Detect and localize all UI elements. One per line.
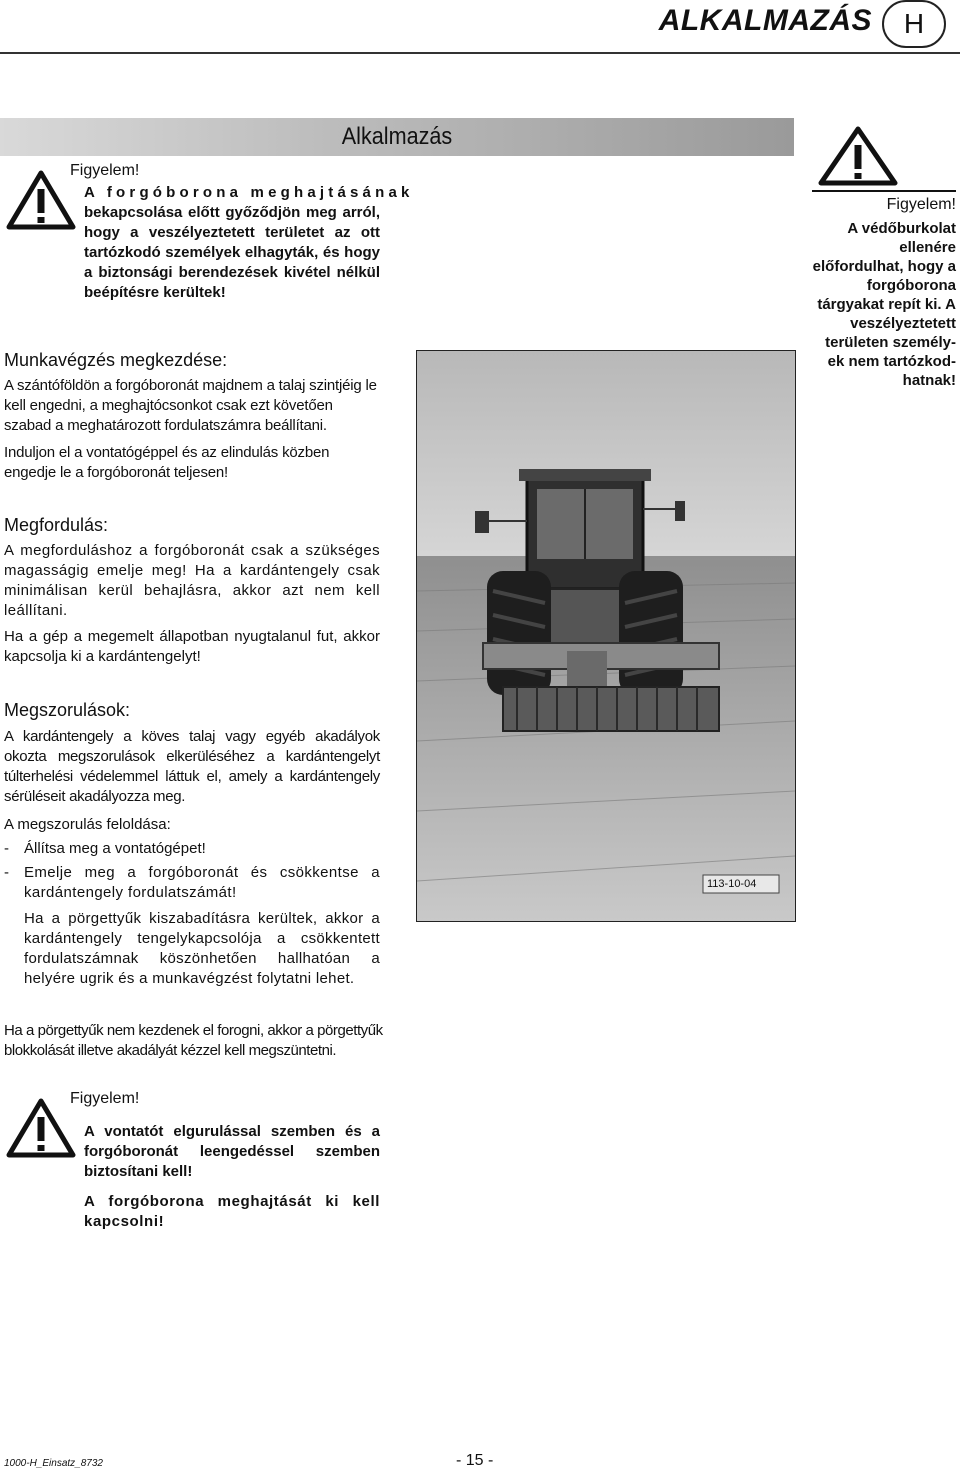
footer-doc-id: 1000-H_Einsatz_8732 (4, 1458, 103, 1469)
warning-triangle-icon (6, 1098, 76, 1158)
language-badge: H (882, 0, 946, 48)
tractor-photo (416, 350, 796, 922)
munkavegzes-p1: A szántóföldön a forgóboronát majdnem a talaj szintjéig le kell engedni, a meghajtócsonkot csak ezt követően szabad a meghatározott fordulatszámra beállítani. (4, 377, 377, 434)
warning3-label: Figyelem! (70, 1090, 140, 1107)
bullet-dash: - (4, 864, 9, 881)
munkavegzes-p2: Induljon el a vontatógéppel és az elindulás közben engedje le a forgóboronát teljesen! (4, 444, 330, 481)
megszorulasok-p2: A megszorulás feloldása: (4, 816, 171, 833)
warning-triangle-icon (6, 170, 76, 230)
warning1-label: Figyelem! (70, 162, 140, 179)
bullet-dash: - (4, 840, 9, 857)
megszorulasok-p1: A kardántengely a köves talaj vagy egyéb akadályok okozta megszorulások elkerüléséhez a kardántengelyt túlterhelési védelemmel láttuk el, amely a kardántengely sérüléseit akadályozza meg. (4, 728, 380, 805)
photo-code: 113-10-04 (707, 878, 757, 890)
warning1-lead: A forgóborona meghajtásának (84, 184, 414, 201)
section-title: Alkalmazás (341, 123, 453, 150)
megfordulas-p1: A megforduláshoz a forgóboronát csak a szükséges magasságig emelje meg! Ha a kardántengely csak minimálisan kerül behajlásra, akkor azt nem kell leállítani. (4, 542, 380, 619)
warning-triangle-icon (818, 126, 898, 186)
header-rule (0, 52, 960, 54)
warning1-text: bekapcsolása előtt győződjön meg arról, hogy a veszélyeztetett területet az ott tartózkodó személyek elhagyták, és hogy a biztonsági berendezések kivétel nélkül beépítésre kerültek! (84, 204, 380, 301)
munkavegzes-heading: Munkavégzés megkezdése: (4, 350, 228, 370)
warning-right-label: Figyelem! (886, 196, 956, 213)
footer-page-number: - 15 - (456, 1452, 494, 1469)
megfordulas-heading: Megfordulás: (4, 515, 109, 535)
warning3-p2: A forgóborona meghajtását ki kell kapcsolni! (84, 1193, 380, 1230)
megszorulasok-item1: Állítsa meg a vontatógépet! (24, 840, 206, 857)
megszorulasok-heading: Megszorulások: (4, 700, 131, 720)
warning-right-text: A védőburkolat ellenére előfordulhat, hogy a forgóborona tárgyakat repít ki. A veszélyeztetett területen személy- ek nem tartózkod- hatnak! (812, 220, 956, 389)
megfordulas-p2: Ha a gép a megemelt állapotban nyugtalanul fut, akkor kapcsolja ki a kardántengelyt! (4, 628, 380, 665)
megszorulasok-p3: Ha a pörgettyűk kiszabadításra kerültek, akkor a kardántengely tengelykapcsolója a csökkentett fordulatszámnak köszönhetően hallhatóan a helyére ugrik és a munkavégzést folytatni lehet. (24, 910, 380, 987)
megszorulasok-item2: Emelje meg a forgóboronát és csökkentse a kardántengely fordulatszámát! (24, 864, 380, 901)
warning3-p1: A vontatót elgurulással szemben és a forgóboronát leengedéssel szemben biztosítani kell! (84, 1123, 380, 1180)
warning-rule (812, 190, 956, 192)
tractor-illustration (417, 351, 795, 921)
megszorulasok-p4: Ha a pörgettyűk nem kezdenek el forogni, akkor a pörgettyűk blokkolását illetve akadályát kézzel kell megszüntetni. (4, 1022, 383, 1059)
header-title: ALKALMAZÁS (658, 4, 872, 37)
